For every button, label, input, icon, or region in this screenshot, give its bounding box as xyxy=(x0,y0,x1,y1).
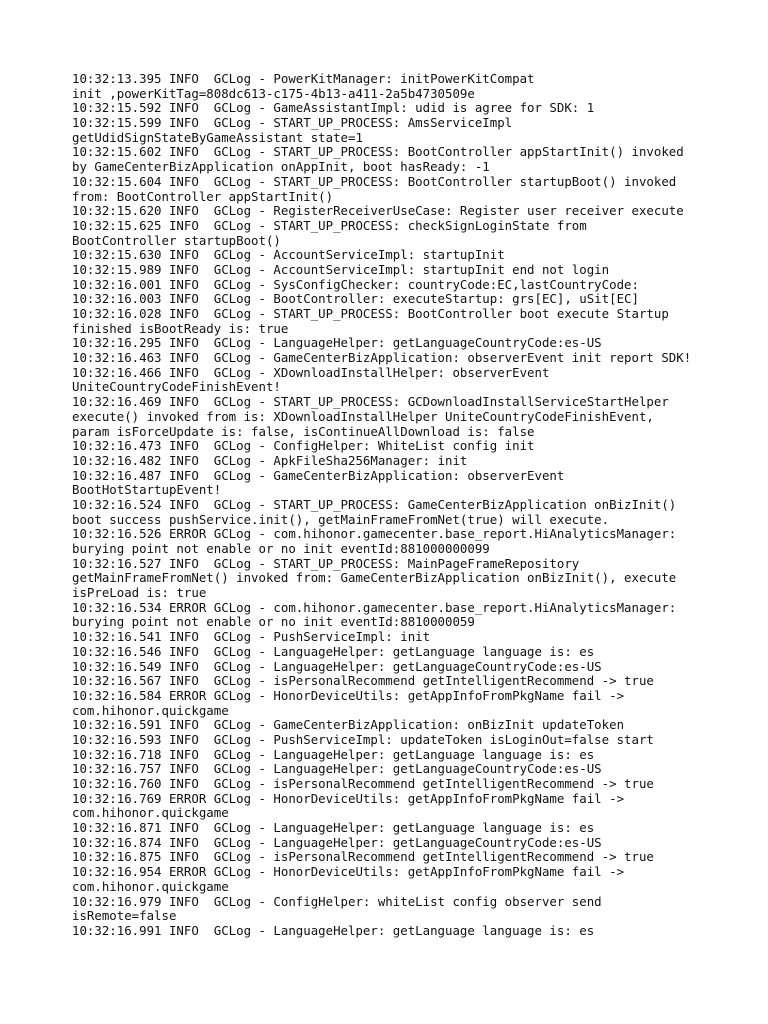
log-line: 10:32:16.028 INFO GCLog - START_UP_PROCESS: BootController boot execute Startup xyxy=(72,306,669,321)
log-line: 10:32:16.482 INFO GCLog - ApkFileSha256Manager: init xyxy=(72,452,468,468)
log-line: UniteCountryCodeFinishEvent! xyxy=(72,379,281,395)
log-line: 10:32:16.769 ERROR GCLog - HonorDeviceUtils: getAppInfoFromPkgName fail -> xyxy=(72,790,625,806)
log-line: getMainFrameFromNet() invoked from: GameCenterBizApplication onBizInit(), execute xyxy=(72,570,677,586)
log-line: 10:32:16.463 INFO GCLog - GameCenterBizApplication: observerEvent init report SDK! xyxy=(72,350,692,366)
log-line: param isForceUpdate is: false, isContinueAllDownload is: false xyxy=(72,423,535,439)
log-line: 10:32:16.584 ERROR GCLog - HonorDeviceUtils: getAppInfoFromPkgName fail -> xyxy=(72,687,625,703)
log-line: 10:32:15.599 INFO GCLog - START_UP_PROCESS: AmsServiceImpl xyxy=(72,115,513,131)
log-line: 10:32:16.757 INFO GCLog - LanguageHelper: getLanguageCountryCode:es-US xyxy=(72,761,602,777)
log-line: isPreLoad is: true xyxy=(72,585,207,601)
log-text-block xyxy=(72,72,712,939)
log-line: burying point not enable or no init eventId:881000000099 xyxy=(72,541,490,556)
log-line: 10:32:16.954 ERROR GCLog - HonorDeviceUtils: getAppInfoFromPkgName fail -> xyxy=(72,864,625,880)
log-line: 10:32:15.604 INFO GCLog - START_UP_PROCESS: BootController startupBoot() invoked xyxy=(72,173,677,189)
log-line: 10:32:16.534 ERROR GCLog - com.hihonor.gamecenter.base_report.HiAnalyticsManager: xyxy=(72,599,677,615)
log-line: 10:32:16.524 INFO GCLog - START_UP_PROCESS: GameCenterBizApplication onBizInit() xyxy=(72,496,677,512)
log-line: 10:32:15.602 INFO GCLog - START_UP_PROCESS: BootController appStartInit() invoked xyxy=(72,144,684,160)
log-line: 10:32:16.593 INFO GCLog - PushServiceImpl: updateToken isLoginOut=false start xyxy=(72,731,654,747)
log-line: burying point not enable or no init eventId:8810000059 xyxy=(72,614,475,630)
log-line: com.hihonor.quickgame xyxy=(72,702,229,718)
log-line: 10:32:15.620 INFO GCLog - RegisterReceiverUseCase: Register user receiver execute xyxy=(72,203,684,219)
log-line: 10:32:16.527 INFO GCLog - START_UP_PROCESS: MainPageFrameRepository xyxy=(72,555,580,571)
log-line: 10:32:16.718 INFO GCLog - LanguageHelper: getLanguage language is: es xyxy=(72,746,595,762)
log-line: 10:32:16.466 INFO GCLog - XDownloadInstallHelper: observerEvent xyxy=(72,364,550,380)
log-line: 10:32:16.567 INFO GCLog - isPersonalRecommend getIntelligentRecommend -> true xyxy=(72,673,654,689)
log-line: execute() invoked from is: XDownloadInstallHelper UniteCountryCodeFinishEvent, xyxy=(72,408,654,424)
log-line: BootHotStartupEvent! xyxy=(72,482,222,498)
log-line: 10:32:16.760 INFO GCLog - isPersonalRecommend getIntelligentRecommend -> true xyxy=(72,776,654,791)
log-line: 10:32:16.295 INFO GCLog - LanguageHelper: getLanguageCountryCode:es-US xyxy=(72,335,602,351)
log-line: 10:32:16.541 INFO GCLog - PushServiceImpl: init xyxy=(72,629,431,645)
log-line: 10:32:16.003 INFO GCLog - BootController: executeStartup: grs[EC], uSit[EC] xyxy=(72,291,639,307)
log-line: 10:32:16.875 INFO GCLog - isPersonalRecommend getIntelligentRecommend -> true xyxy=(72,849,654,865)
log-line: isRemote=false xyxy=(72,908,177,924)
log-line: 10:32:16.001 INFO GCLog - SysConfigChecker: countryCode:EC,lastCountryCode: xyxy=(72,276,639,292)
log-line: 10:32:16.487 INFO GCLog - GameCenterBizApplication: observerEvent xyxy=(72,467,565,483)
log-line: com.hihonor.quickgame xyxy=(72,805,229,821)
log-line: 10:32:15.625 INFO GCLog - START_UP_PROCESS: checkSignLoginState from xyxy=(72,217,587,233)
log-line: 10:32:16.979 INFO GCLog - ConfigHelper: whiteList config observer send xyxy=(72,893,602,909)
log-line: 10:32:16.469 INFO GCLog - START_UP_PROCESS: GCDownloadInstallServiceStartHelper xyxy=(72,394,669,410)
log-line: 10:32:16.871 INFO GCLog - LanguageHelper: getLanguage language is: es xyxy=(72,820,595,836)
log-line: 10:32:15.989 INFO GCLog - AccountServiceImpl: startupInit end not login xyxy=(72,261,610,277)
log-line: 10:32:16.549 INFO GCLog - LanguageHelper: getLanguageCountryCode:es-US xyxy=(72,658,602,674)
log-line: 10:32:16.991 INFO GCLog - LanguageHelper: getLanguage language is: es xyxy=(72,922,595,938)
log-line: by GameCenterBizApplication onAppInit, boot hasReady: -1 xyxy=(72,159,490,175)
log-line: 10:32:16.473 INFO GCLog - ConfigHelper: WhiteList config init xyxy=(72,438,535,454)
log-line: BootController startupBoot() xyxy=(72,232,281,248)
log-line: 10:32:16.526 ERROR GCLog - com.hihonor.gamecenter.base_report.HiAnalyticsManager: xyxy=(72,526,677,542)
log-line: 10:32:15.630 INFO GCLog - AccountServiceImpl: startupInit xyxy=(72,247,505,263)
log-line: init ,powerKitTag=808dc613-c175-4b13-a411-2a5b4730509e xyxy=(72,85,475,101)
log-line: boot success pushService.init(), getMainFrameFromNet(true) will execute. xyxy=(72,511,610,527)
log-line: 10:32:16.874 INFO GCLog - LanguageHelper: getLanguageCountryCode:es-US xyxy=(72,834,602,850)
log-line: com.hihonor.quickgame xyxy=(72,878,229,894)
log-line: 10:32:16.591 INFO GCLog - GameCenterBizApplication: onBizInit updateToken xyxy=(72,717,625,733)
log-line: 10:32:15.592 INFO GCLog - GameAssistantImpl: udid is agree for SDK: 1 xyxy=(72,100,595,116)
log-line: getUdidSignStateByGameAssistant state=1 xyxy=(72,129,363,145)
log-line: 10:32:16.546 INFO GCLog - LanguageHelper: getLanguage language is: es xyxy=(72,643,595,659)
log-line: finished isBootReady is: true xyxy=(72,320,289,336)
log-line: 10:32:13.395 INFO GCLog - PowerKitManager: initPowerKitCompat xyxy=(72,71,535,86)
log-line: from: BootController appStartInit() xyxy=(72,188,334,204)
